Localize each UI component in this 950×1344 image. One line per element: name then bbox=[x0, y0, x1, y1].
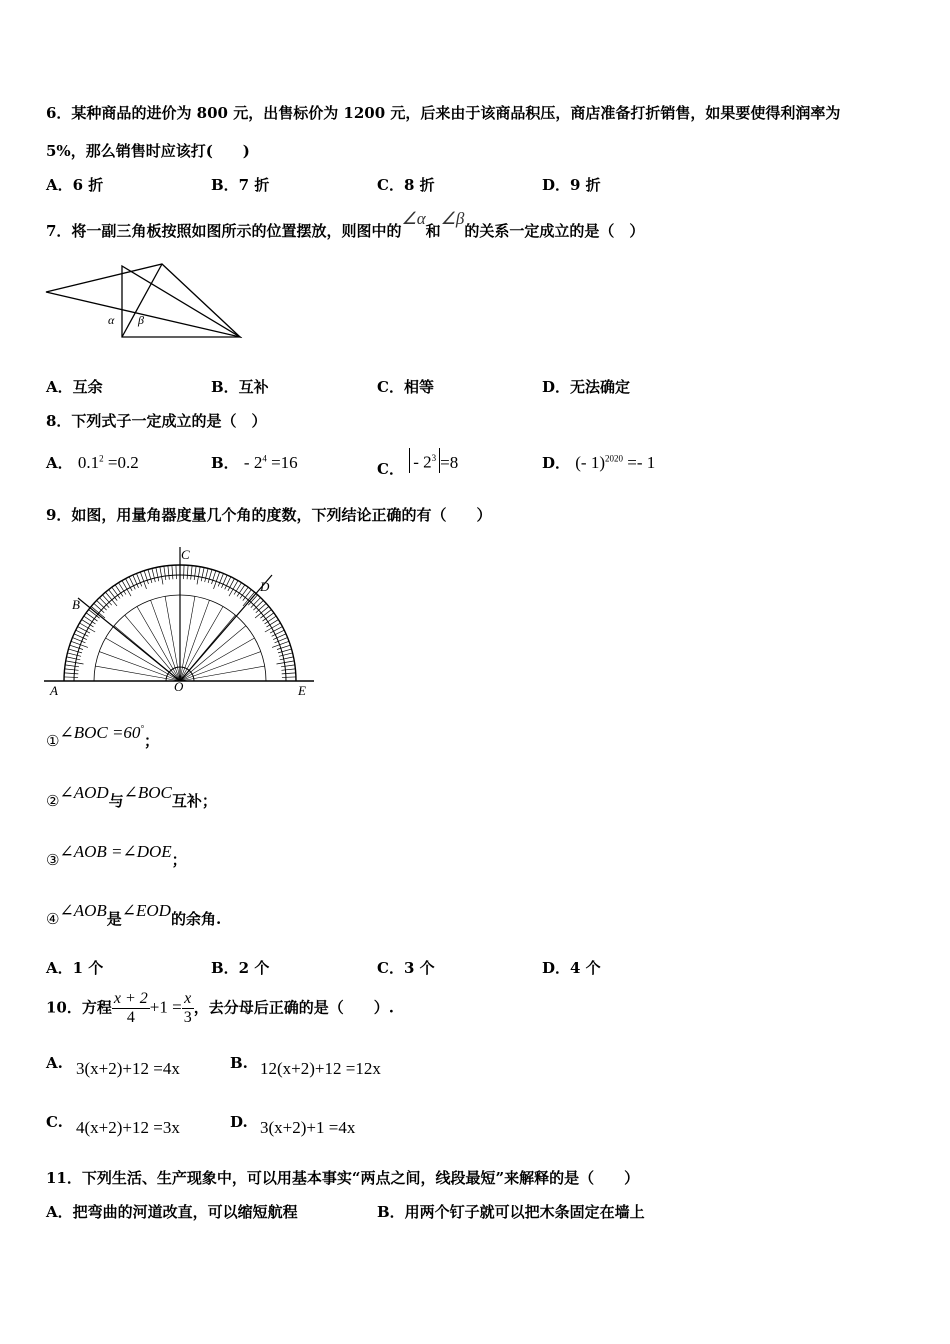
protractor-tick bbox=[265, 623, 281, 632]
protractor-tick bbox=[67, 657, 81, 660]
q8-expr-b: - $2^4 =16$ bbox=[243, 453, 298, 472]
protractor-tick bbox=[119, 583, 126, 595]
protractor-tick bbox=[82, 620, 94, 627]
q7-stem-prefix: 7．将一副三角板按照如图所示的位置摆放，则图中的 bbox=[46, 222, 402, 240]
q9-s3-expr: ∠AOB =∠DOE bbox=[59, 842, 172, 861]
q9-fig-label-b: B bbox=[72, 597, 80, 612]
q6-stem-line2: 5%，那么销售时应该打( ) bbox=[46, 142, 250, 160]
protractor-tick bbox=[208, 569, 212, 582]
protractor-tick bbox=[156, 568, 159, 582]
q10-fraction-right: $\frac{x}{3}$ bbox=[183, 990, 192, 1026]
protractor-tick bbox=[64, 673, 78, 674]
q7-angle-beta: ∠β bbox=[440, 209, 465, 228]
q8-option-d bbox=[542, 452, 655, 473]
q9-s2-expr1: ∠AOD bbox=[59, 783, 109, 802]
protractor-tick bbox=[279, 653, 293, 656]
protractor-tick bbox=[66, 661, 84, 664]
protractor-tick bbox=[67, 653, 81, 656]
q9-statement-3 bbox=[46, 842, 187, 870]
q7-stem-suffix: 的关系一定成立的是（ ） bbox=[464, 222, 645, 240]
q9-s4-num: ④ bbox=[46, 910, 60, 928]
protractor-tick bbox=[80, 623, 96, 632]
q8-label-a: A． bbox=[46, 454, 73, 472]
q9-fig-label-a: A bbox=[50, 683, 58, 698]
protractor-tick bbox=[65, 669, 79, 670]
q10-stem-suffix: ，去分母后正确的是（ ）. bbox=[193, 998, 394, 1017]
protractor-tick bbox=[234, 583, 241, 595]
protractor-tick bbox=[68, 649, 81, 653]
q9-option-d: D．4 个 bbox=[542, 959, 601, 977]
protractor-tick bbox=[278, 649, 291, 653]
protractor-tick bbox=[172, 565, 173, 579]
q9-s2-tail: 互补； bbox=[171, 792, 217, 810]
q9-s3-tail: ； bbox=[171, 851, 187, 869]
q9-stem: 9．如图，用量角器度量几个角的度数，下列结论正确的有（ ） bbox=[46, 506, 492, 524]
q7-stem bbox=[46, 209, 645, 241]
q9-fig-label-o: O bbox=[174, 679, 184, 694]
protractor-tick bbox=[194, 566, 196, 580]
q10-label-c: C. bbox=[46, 1113, 63, 1131]
q9-s4-mid: 是 bbox=[106, 910, 122, 928]
protractor-tick bbox=[281, 669, 295, 670]
q11-option-a: A．把弯曲的河道改直，可以缩短航程 bbox=[46, 1203, 298, 1221]
protractor-tick bbox=[122, 581, 131, 597]
q9-s4-tail: 的余角. bbox=[170, 910, 222, 928]
q7-option-d: D．无法确定 bbox=[542, 378, 631, 396]
q7-fig-alpha: α bbox=[108, 313, 115, 327]
q11-option-b: B．用两个钉子就可以把木条固定在墙上 bbox=[377, 1203, 645, 1221]
q9-s1-expr: ∠BOC =60° bbox=[59, 723, 145, 742]
protractor-tick bbox=[191, 566, 192, 580]
q7-fig-beta: β bbox=[138, 313, 144, 327]
q10-stem-prefix: 10．方程 bbox=[46, 998, 112, 1017]
protractor-tick bbox=[282, 673, 296, 674]
q9-s4-expr2: ∠EOD bbox=[121, 901, 171, 920]
q8-label-d: D． bbox=[542, 454, 571, 472]
q9-option-b: B．2 个 bbox=[211, 959, 270, 977]
q6-option-b: B．7 折 bbox=[211, 176, 270, 194]
q8-label-c: C． bbox=[377, 459, 404, 478]
q9-s4-expr1: ∠AOB bbox=[59, 901, 107, 920]
q9-s1-num: ① bbox=[46, 732, 60, 750]
q8-label-b: B． bbox=[211, 454, 239, 472]
q8-stem: 8．下列式子一定成立的是（ ） bbox=[46, 412, 267, 430]
q8-expr-d: (- 1)$^{2020}$ =- 1 bbox=[575, 453, 656, 472]
q10-option-b: 12(x+2)+12 =12x bbox=[260, 1059, 381, 1078]
q9-protractor-figure bbox=[44, 543, 320, 698]
q9-s1-tail: ； bbox=[144, 732, 160, 750]
q6-option-c: C．8 折 bbox=[377, 176, 435, 194]
q6-option-d: D．9 折 bbox=[542, 176, 601, 194]
protractor-tick bbox=[267, 620, 279, 627]
q9-fig-label-e: E bbox=[298, 683, 306, 698]
protractor-tick bbox=[148, 569, 152, 582]
q10-fraction-left: $\frac{x + 2}{4}$ bbox=[113, 990, 148, 1026]
protractor-tick bbox=[205, 568, 208, 582]
protractor-tick bbox=[197, 567, 200, 585]
q9-statement-4 bbox=[46, 901, 222, 929]
q9-s2-mid: 与 bbox=[108, 792, 124, 810]
q11-stem: 11．下列生活、生产现象中，可以用基本事实“两点之间，线段最短”来解释的是（ ） bbox=[46, 1169, 640, 1187]
protractor-tick bbox=[201, 568, 204, 582]
protractor-tick bbox=[144, 571, 148, 584]
protractor-tick bbox=[168, 566, 169, 580]
q10-label-d: D. bbox=[230, 1113, 248, 1131]
q10-label-a: A. bbox=[46, 1054, 63, 1072]
q7-triangle-figure bbox=[44, 262, 244, 342]
protractor-tick bbox=[277, 645, 290, 649]
q6-stem-line1: 6．某种商品的进价为 800 元，出售标价为 1200 元，后来由于该商品积压，商店准备打折销售，如果要使得利润率为 bbox=[46, 104, 841, 122]
q8-expr-a: $0.1^2 =0.2$ bbox=[77, 453, 139, 472]
protractor-tick bbox=[281, 665, 295, 667]
q10-label-b: B. bbox=[230, 1054, 248, 1072]
q6-option-a: A．6 折 bbox=[46, 176, 104, 194]
q9-fig-label-d: D bbox=[260, 579, 270, 594]
q8-expr-c: - $2^3 =8$ bbox=[409, 453, 458, 472]
q10-option-c: 4(x+2)+12 =3x bbox=[76, 1118, 180, 1137]
q10-option-a: 3(x+2)+12 =4x bbox=[76, 1059, 180, 1078]
q7-angle-alpha: ∠α bbox=[401, 209, 426, 228]
protractor-tick bbox=[70, 645, 83, 649]
q9-s2-expr2: ∠BOC bbox=[123, 783, 172, 802]
q9-option-a: A．1 个 bbox=[46, 959, 104, 977]
q10-plus-one: +1 = bbox=[149, 997, 182, 1017]
protractor-tick bbox=[187, 565, 188, 579]
q9-s3-num: ③ bbox=[46, 851, 60, 869]
q9-statement-1 bbox=[46, 723, 160, 751]
q8-option-a bbox=[46, 452, 139, 473]
q9-option-c: C．3 个 bbox=[377, 959, 435, 977]
protractor-tick bbox=[277, 661, 295, 664]
protractor-tick bbox=[280, 657, 294, 660]
protractor-tick bbox=[229, 581, 238, 597]
q7-option-b: B．互补 bbox=[211, 378, 269, 396]
q10-option-d: 3(x+2)+1 =4x bbox=[260, 1118, 356, 1137]
protractor-tick bbox=[65, 665, 79, 667]
q7-option-c: C．相等 bbox=[377, 378, 434, 396]
q7-option-a: A．互余 bbox=[46, 378, 103, 396]
q9-fig-label-c: C bbox=[181, 547, 190, 562]
q10-stem bbox=[46, 990, 394, 1027]
q8-option-b bbox=[211, 452, 298, 473]
protractor-tick bbox=[160, 567, 163, 585]
protractor-tick bbox=[152, 568, 155, 582]
protractor-tick bbox=[164, 566, 166, 580]
q7-stem-mid: 和 bbox=[425, 222, 441, 240]
q9-statement-2 bbox=[46, 783, 217, 811]
q8-option-c bbox=[377, 448, 459, 478]
protractor-tick bbox=[212, 571, 216, 584]
q9-s2-num: ② bbox=[46, 792, 60, 810]
